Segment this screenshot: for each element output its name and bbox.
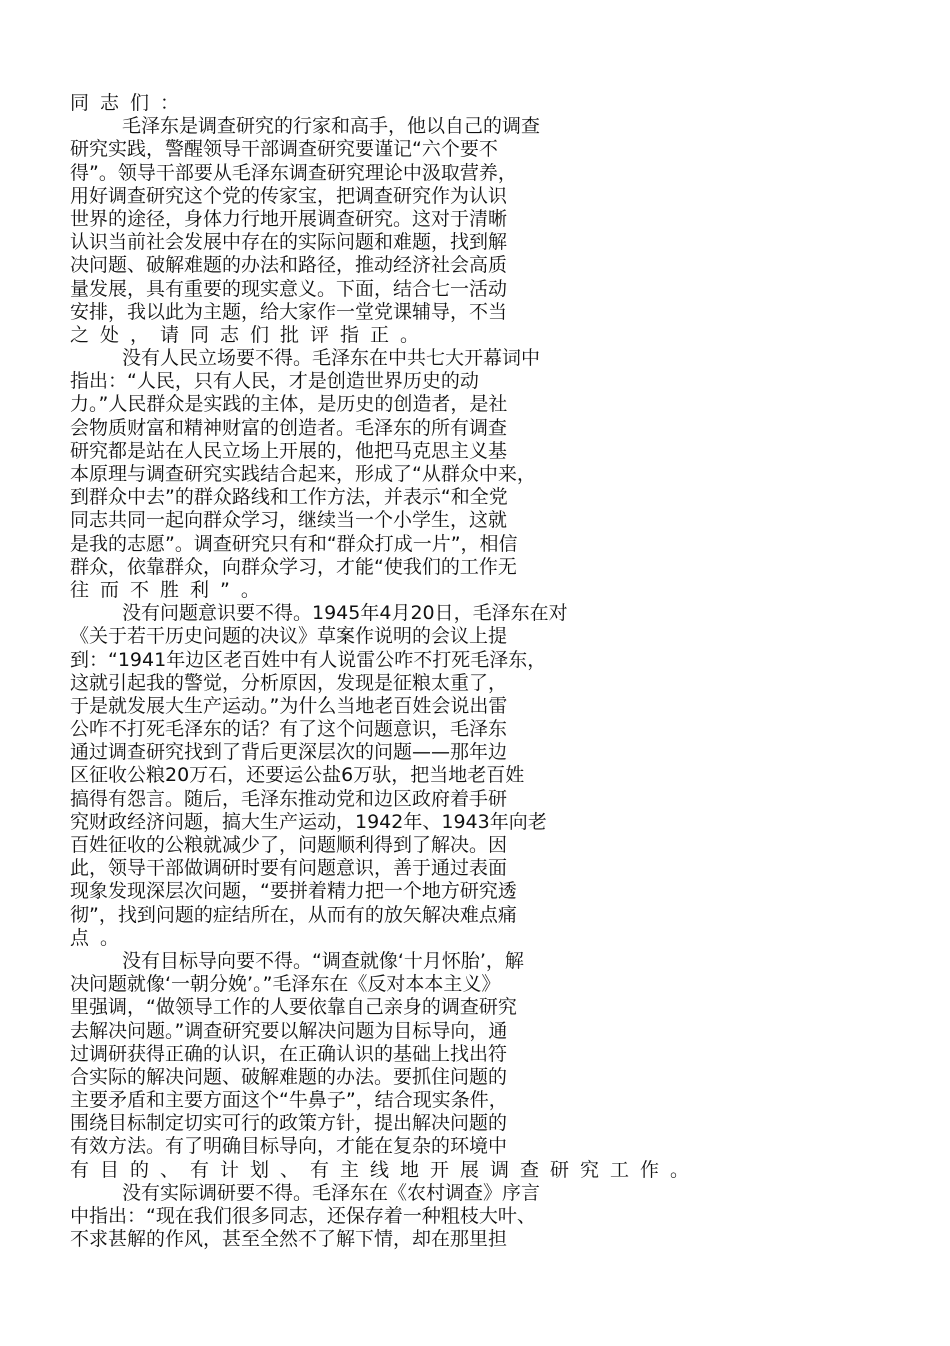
text-line: 群众，依靠群众，向群众学习，才能“使我们的工作无 [70, 555, 517, 578]
text-line: 认识当前社会发展中存在的实际问题和难题，找到解 [70, 231, 508, 254]
text-line: 决问题就像‘一朝分娩’。”毛泽东在《反对本本主义》 [70, 973, 501, 996]
text-line: 搞得有怨言。随后，毛泽东推动党和边区政府着手研 [70, 787, 508, 810]
text-line: 里强调，“做领导工作的人要依靠自己亲身的调查研究 [70, 996, 517, 1019]
text-line: 没有目标导向要不得。“调查就像‘十月怀胎’，解 [122, 949, 524, 972]
text-line: 用好调查研究这个党的传家宝，把调查研究作为认识 [70, 184, 508, 207]
text-line: 这就引起我的警觉，分析原因，发现是征粮太重了， [70, 671, 508, 694]
text-line: 研究实践，警醒领导干部调查研究要谨记“六个要不 [70, 138, 498, 161]
text-line: 得”。领导干部要从毛泽东调查研究理论中汲取营养， [70, 161, 517, 184]
text-line: 会物质财富和精神财富的创造者。毛泽东的所有调查 [70, 416, 508, 439]
text-line: 去解决问题。”调查研究要以解决问题为目标导向，通 [70, 1019, 508, 1042]
text-line: 中指出：“现在我们很多同志，还保存着一种粗枝大叶、 [70, 1205, 536, 1227]
text-line: 量发展，具有重要的现实意义。下面，结合七一活动 [70, 277, 508, 300]
text-line: 百姓征收的公粮就减少了，问题顺利得到了解决。因 [70, 834, 508, 856]
text-line: 安排，我以此为主题，给大家作一堂党课辅导，不当 [70, 300, 508, 323]
text-line: 毛泽东是调查研究的行家和高手，他以自己的调查 [122, 115, 541, 138]
text-line: 围绕目标制定切实可行的政策方针，提出解决问题的 [70, 1112, 508, 1135]
text-line: 没有实际调研要不得。毛泽东在《农村调查》序言 [122, 1181, 541, 1204]
document-body [70, 92, 870, 1251]
text-line: 力。”人民群众是实践的主体，是历史的创造者，是社 [70, 393, 508, 416]
text-line: 公咋不打死毛泽东的话？有了这个问题意识，毛泽东 [70, 718, 508, 741]
text-line: 不求甚解的作风，甚至全然不了解下情，却在那里担 [70, 1228, 508, 1251]
text-line: 有目的、有计划、有主线地开展调查研究工作。 [70, 1158, 701, 1181]
text-line: 同志共同一起向群众学习，继续当一个小学生，这就 [70, 509, 508, 532]
text-line: 决问题、破解难题的办法和路径，推动经济社会高质 [70, 254, 508, 277]
text-line: 区征收公粮20万石，还要运公盐6万驮，把当地老百姓 [70, 764, 525, 787]
text-line: 同志们： [70, 92, 191, 114]
text-line: 点。 [70, 926, 131, 949]
text-line: 是我的志愿”。调查研究只有和“群众打成一片”，相信 [70, 532, 518, 555]
text-line: 指出：“人民，只有人民，才是创造世界历史的动 [70, 370, 479, 393]
text-line: 世界的途径，身体力行地开展调查研究。这对于清晰 [70, 207, 508, 230]
text-line: 合实际的解决问题、破解难题的办法。要抓住问题的 [70, 1065, 508, 1088]
text-line: 之处，请同志们批评指正。 [70, 323, 431, 346]
text-line: 到：“1941年边区老百姓中有人说雷公咋不打死毛泽东， [70, 648, 547, 671]
text-line: 研究都是站在人民立场上开展的，他把马克思主义基 [70, 439, 508, 462]
text-line: 此，领导干部做调研时要有问题意识，善于通过表面 [70, 857, 508, 880]
text-line: 到群众中去”的群众路线和工作方法，并表示“和全党 [70, 486, 508, 509]
text-line: 往而不胜利”。 [70, 578, 271, 601]
text-line: 没有问题意识要不得。1945年4月20日，毛泽东在对 [122, 602, 568, 625]
text-line: 有效方法。有了明确目标导向，才能在复杂的环境中 [70, 1135, 508, 1158]
text-line: 过调研获得正确的认识，在正确认识的基础上找出符 [70, 1042, 508, 1065]
text-line: 《关于若干历史问题的决议》草案作说明的会议上提 [70, 625, 508, 648]
text-line: 本原理与调查研究实践结合起来，形成了“从群众中来， [70, 463, 536, 485]
text-line: 通过调查研究找到了背后更深层次的问题——那年边 [70, 741, 508, 764]
text-line: 主要矛盾和主要方面这个“牛鼻子”，结合现实条件， [70, 1089, 508, 1112]
text-line: 没有人民立场要不得。毛泽东在中共七大开幕词中 [122, 347, 541, 370]
text-line: 彻”，找到问题的症结所在，从而有的放矢解决难点痛 [70, 903, 517, 926]
text-line: 究财政经济问题，搞大生产运动，1942年、1943年向老 [70, 810, 547, 833]
text-line: 于是就发展大生产运动。”为什么当地老百姓会说出雷 [70, 694, 508, 717]
text-line: 现象发现深层次问题，“要拼着精力把一个地方研究透 [70, 880, 517, 903]
